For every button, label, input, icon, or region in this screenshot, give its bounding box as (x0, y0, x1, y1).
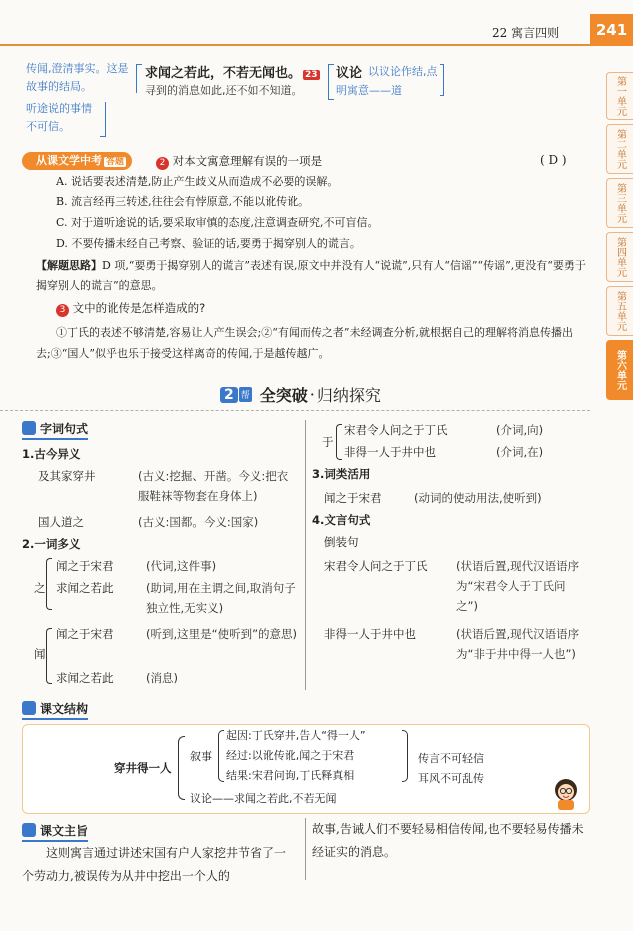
r2-word: 国人道之 (38, 515, 84, 529)
wen-brace (46, 628, 52, 684)
exam-tag-text: 从课文学中考 (36, 154, 102, 167)
pen-icon (22, 421, 36, 435)
words-heading (22, 420, 88, 440)
narr-label: 叙事 (190, 750, 212, 763)
wen-word-1: 闻之于宋君 (56, 627, 114, 641)
narr-brace-right (402, 730, 408, 782)
structure-heading (22, 700, 88, 720)
tab-unit-4[interactable]: 第四单元 (606, 232, 633, 282)
r3-word: 闻之于宋君 (324, 491, 382, 505)
zhi-word-2: 求闻之若此 (56, 581, 114, 595)
page-number: 241 (590, 14, 633, 46)
theme-left: 这则寓言通过讲述宋国有户人家挖井节省了一个劳动力,被误传为从井中挖出一个人的 (22, 846, 287, 883)
r1-note: (古义:挖掘、开凿。今义:把衣服鞋袜等物套在身体上) (138, 469, 289, 503)
note-bracket (100, 102, 106, 137)
banner-subtitle: 归纳探究 (316, 386, 381, 405)
option-d: D. 不要传播未经自己考察、验证的话,要勇于揭穿别人的谎言。 (56, 237, 361, 250)
option-b: B. 流言经再三转述,往往会有悖原意,不能以讹传讹。 (56, 195, 310, 208)
option-a: A. 说话要表述清楚,防止产生歧义从而造成不必要的误解。 (56, 175, 339, 188)
zhi-word-1: 闻之于宋君 (56, 559, 114, 573)
structure-lesson-2: 耳风不可乱传 (418, 772, 484, 785)
left-note-2: 听途说的事情不可信。 (26, 102, 92, 133)
key-sentence-text: 求闻之若此，不若无闻也。 (145, 66, 302, 81)
banner-badge-sub: 帮 (239, 387, 252, 402)
key-sentence-gloss: 寻到的消息如此,还不如不知道。 (145, 84, 303, 97)
column-divider (305, 420, 306, 690)
r3-note: (动词的使动用法,使听到) (414, 491, 542, 505)
tab-unit-1[interactable]: 第一单元 (606, 72, 633, 120)
wen-note-2: (消息) (146, 671, 178, 685)
structure-root: 穿井得一人 (114, 761, 172, 775)
tab-unit-6[interactable]: 第六单元 (606, 340, 633, 400)
yu-note-2: (介词,在) (496, 445, 544, 459)
yu-char: 于 (322, 435, 334, 449)
theme-heading (22, 822, 88, 842)
banner-badge: 2 (220, 387, 238, 403)
zhi-note-2: (助词,用在主谓之间,取消句子独立性,无实义) (146, 581, 296, 615)
analysis-label: 【解题思路】 (36, 259, 102, 272)
tab-unit-5[interactable]: 第五单元 (606, 286, 633, 336)
structure-lesson-1: 传言不可轻信 (418, 752, 484, 765)
structure-brace (178, 736, 185, 800)
sentence-mark: 23 (305, 70, 318, 80)
q2-answer: ( D ) (540, 153, 567, 167)
r5-note: (状语后置,现代汉语语序为“非于井中得一人也”) (456, 627, 580, 661)
words-s1: 1.古今异义 (22, 447, 81, 461)
narr-brace (218, 730, 224, 782)
theme-divider (305, 818, 306, 880)
section-banner (220, 383, 381, 406)
r2-note: (古义:国都。今义:国家) (138, 515, 259, 529)
yu-brace (336, 424, 342, 460)
left-note-1: 传闻,澄清事实。这是故事的结局。 (26, 62, 129, 93)
analysis (36, 256, 588, 296)
right-note-bracket-2 (440, 64, 444, 96)
banner-dot: · (309, 385, 315, 404)
right-note: 以议论作结,点明寓意——道 (336, 65, 438, 97)
tab-unit-2[interactable]: 第二单元 (606, 124, 633, 174)
q3-num: 3 (56, 304, 69, 317)
lesson-title: 22 寓言四则 (492, 26, 560, 40)
structure-result: 结果:宋君问询,丁氏释真相 (226, 769, 355, 782)
structure-icon (22, 701, 36, 715)
words-heading-text: 字词句式 (40, 422, 89, 436)
question-3 (56, 300, 205, 317)
q3-text: 文中的讹传是怎样造成的? (72, 301, 206, 315)
wen-note-1: (听到,这里是“使听到”的意思) (146, 627, 298, 641)
header-rule (0, 44, 590, 46)
theme-heading-text: 课文主旨 (40, 824, 89, 838)
key-sentence (145, 62, 320, 81)
q2-text: 对本文寓意理解有误的一项是 (172, 154, 323, 168)
zhi-brace (46, 558, 52, 610)
r1-word: 及其家穿井 (38, 469, 96, 483)
wen-char: 闻 (34, 647, 46, 661)
question-2 (156, 153, 322, 170)
structure-cause: 起因:丁氏穿井,告人“得一人” (226, 729, 366, 742)
option-c: C. 对于道听途说的话,要采取审慎的态度,注意调查研究,不可盲信。 (56, 216, 379, 229)
wen-word-2: 求闻之若此 (56, 671, 114, 685)
cartoon-girl-icon (548, 776, 584, 812)
r5-word: 非得一人于井中也 (324, 627, 416, 641)
zhi-char: 之 (34, 581, 46, 595)
comment-label: 议论 (336, 66, 363, 81)
words-s4-sub: 倒装句 (324, 535, 359, 549)
exam-tag-suffix: 答题 (106, 157, 125, 167)
words-s4: 4.文言句式 (312, 513, 371, 527)
yu-word-1: 宋君令人问之于丁氏 (344, 423, 448, 437)
structure-process: 经过:以讹传讹,闻之于宋君 (226, 749, 355, 762)
q2-num: 2 (156, 157, 169, 170)
eye-icon (22, 823, 36, 837)
theme-right: 故事,告诫人们不要轻易相信传闻,也不要轻易传播未经证实的消息。 (312, 822, 584, 859)
note-bracket-left (136, 64, 142, 93)
structure-heading-text: 课文结构 (40, 702, 89, 716)
words-s3: 3.词类活用 (312, 467, 371, 481)
yu-word-2: 非得一人于井中也 (344, 445, 436, 459)
yu-note-1: (介词,向) (496, 423, 544, 437)
banner-title: 全突破 (259, 386, 308, 405)
exam-tag (22, 152, 132, 170)
zhi-note-1: (代词,这件事) (146, 559, 217, 573)
r4-word: 宋君令人问之于丁氏 (324, 559, 428, 573)
structure-discuss: 议论——求闻之若此,不若无闻 (190, 792, 337, 805)
right-note-bracket (328, 64, 334, 100)
tab-unit-3[interactable]: 第三单元 (606, 178, 633, 228)
banner-divider (0, 410, 590, 412)
q3-answer: ①丁氏的表述不够清楚,容易让人产生误会;②“有闻而传之者”未经调查分析,就根据自己的理解将消息传播出去;③“国人”似乎也乐于接受这样离奇的传闻,于是越传越广。 (36, 326, 573, 360)
words-s2: 2.一词多义 (22, 537, 81, 551)
r4-note: (状语后置,现代汉语语序为“宋君令人于丁氏问之”) (456, 559, 580, 613)
analysis-text: D 项,“要勇于揭穿别人的谎言”表述有误,原文中并没有人“说谎”,只有人“信谣”“传谣”,更没有“要勇于揭穿别人的谎言”的意思。 (36, 259, 586, 292)
